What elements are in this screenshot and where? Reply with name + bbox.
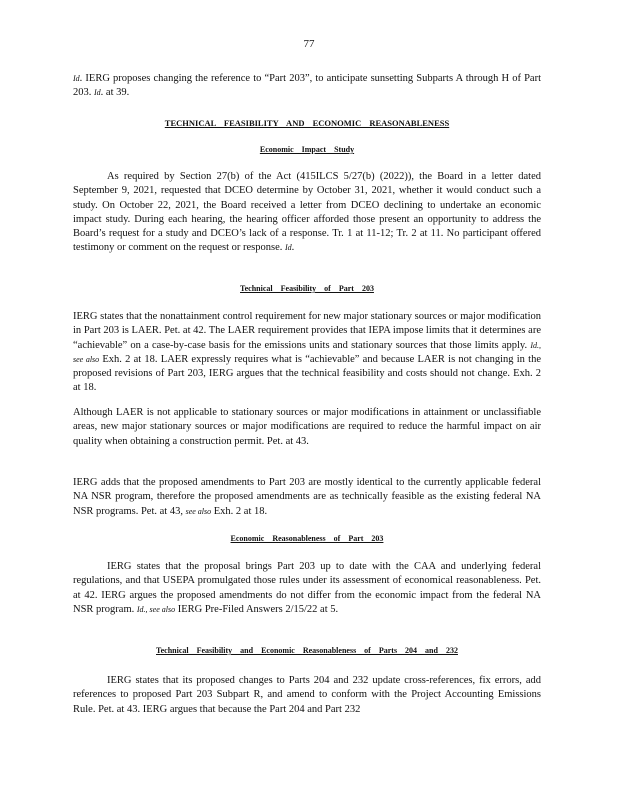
paragraph-text: . at 39. — [100, 87, 130, 99]
paragraph-text: IERG states that its proposed changes to Parts 204 and 232 update cross-references, fix errors, add references to proposed Part 203 Subpart R, and amend to conform with the Project Accounting Emissions Rule. Pet. at 43. IERG argues that because the Part 204 and Part 232 — [73, 675, 541, 715]
paragraph-federal-na-nsr — [73, 476, 541, 519]
paragraph-parts-204-232 — [73, 674, 541, 717]
paragraph-text: Although LAER is not applicable to stationary sources or major modifications in attainment or unclassifiable areas, new major stationary sources or major modifications are required to reduce the harmful impact on air quality when obtaining a construction permit. Pet. at 43. — [73, 407, 541, 447]
paragraph-economic-reasonableness — [73, 560, 541, 617]
paragraph-text: IERG states that the proposal brings Part 203 up to date with the CAA and underlying federal regulations, and that USEPA promulgated those rules under its assessment of economical reasonableness. Pet. at 42. IERG argues the proposed amendments do not differ from the economic impact from the federal NA NSR program. — [73, 561, 541, 615]
paragraph-text: Exh. 2 at 18. LAER expressly requires what is “achievable” and because LAER is not changing in the proposed revisions of Part 203, IERG argues that the technical feasibility and costs should not change. Exh. 2 at 18. — [73, 353, 541, 394]
paragraph-text: . IERG proposes changing the reference to “Part 203”, to anticipate sunsetting Subparts A through H of Part 203. — [73, 73, 541, 99]
paragraph-text: . — [291, 242, 295, 254]
paragraph-text: As required by Section 27(b) of the Act (415ILCS 5/27(b) (2022)), the Board in a letter dated September 9, 2021, requested that DCEO determine by October 31, 2021, whether it would conduct such a study. On October 22, 2021, the Board received a letter from DCEO declining to undertake an economic impact study. During each hearing, the hearing officer afforded those present an opportunity to address the Board’s request for a study and DCEO’s lack of a response. Tr. 1 at 11-12; Tr. 2 at 11. No participant offered testimony or comment on the request or response. — [73, 171, 541, 254]
subsection-heading-parts-204-232: Technical Feasibility and Economic Reasonableness of Parts 204 and 232 — [156, 646, 458, 655]
subsection-heading-economic-reasonableness-203: Economic Reasonableness of Part 203 — [230, 534, 384, 543]
paragraph-attainment-areas — [73, 406, 541, 449]
paragraph-part-203-reference — [73, 72, 541, 101]
paragraph-text: IERG Pre-Filed Answers 2/15/22 at 5. — [175, 603, 339, 615]
citation: Id — [94, 88, 101, 98]
subsection-heading-economic-impact-study: Economic Impact Study — [259, 145, 355, 154]
citation: Id., see also — [136, 604, 176, 614]
paragraph-economic-impact-study — [73, 170, 541, 256]
section-heading: TECHNICAL FEASIBILITY AND ECONOMIC REASONABLENESS — [164, 118, 450, 128]
paragraph-text: IERG states that the nonattainment control requirement for new major stationary sources or major modification in Part 203 is LAER. Pet. at 42. The LAER requirement provides that IEPA impose limits that it determines are “achievable” on a case-by-case basis for the emissions units and stationary sources that those limits apply. — [73, 311, 541, 351]
citation: see also — [185, 506, 212, 516]
paragraph-laer-requirement — [73, 310, 541, 396]
paragraph-text: Exh. 2 at 18. — [211, 505, 268, 517]
page-number: 77 — [303, 38, 315, 50]
subsection-heading-technical-feasibility-203: Technical Feasibility of Part 203 — [240, 284, 374, 293]
citation: Id — [73, 74, 80, 83]
citation: Id — [285, 243, 292, 253]
paragraph-text: IERG adds that the proposed amendments to Part 203 are mostly identical to the currently applicable federal NA NSR program, therefore the proposed amendments are as technically feasible as the existing federal NA NSR programs. Pet. at 43, — [73, 477, 541, 517]
citation: Id., see also — [73, 340, 541, 364]
